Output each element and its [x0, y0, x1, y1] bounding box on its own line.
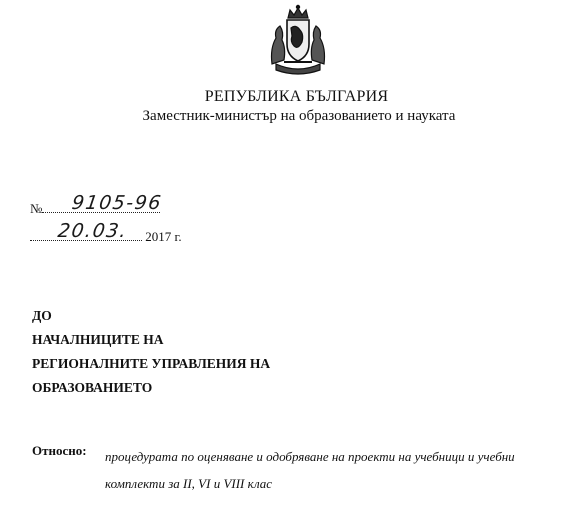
country-name: РЕПУБЛИКА БЪЛГАРИЯ	[204, 88, 389, 105]
addressee-line: РЕГИОНАЛНИТЕ УПРАВЛЕНИЯ НА	[32, 356, 271, 371]
addressee-line: НАЧАЛНИЦИТЕ НА	[32, 332, 164, 347]
subject-label: Относно:	[32, 443, 87, 458]
registration-year: 2017 г.	[145, 229, 182, 244]
registration-number: 9105-96	[70, 192, 164, 214]
number-sign: №	[30, 201, 43, 216]
coat-of-arms-icon	[266, 4, 330, 78]
registration-date-line	[30, 220, 182, 245]
registration-date: 20.03.	[56, 220, 129, 242]
registration-number-line	[30, 192, 164, 217]
addressee-line: ОБРАЗОВАНИЕТО	[32, 380, 153, 395]
subject-text	[105, 443, 545, 497]
addressee-line: ДО	[32, 308, 52, 323]
subject-text-line: комплекти за II, VI и VIII клас	[105, 476, 273, 491]
subject-text-line: процедурата по оценяване и одобряване на проекти на учебници и учебни	[105, 449, 515, 464]
ministry-title: Заместник-министър на образованието и науката	[142, 108, 456, 124]
addressee-block	[32, 304, 270, 400]
